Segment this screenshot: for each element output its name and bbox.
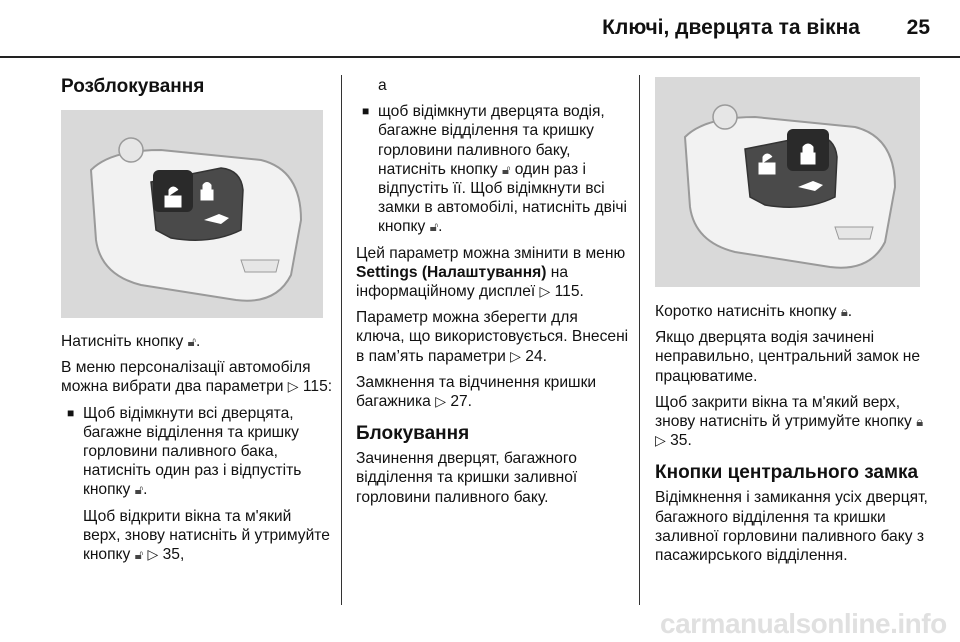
- unlock-icon: 🔓︎: [134, 547, 144, 563]
- page-reference: 35,: [162, 546, 185, 564]
- text: Щоб відкрити вікна та м'який верх, знову натисніть й утримуйте кнопку: [83, 507, 330, 564]
- paragraph: [356, 308, 630, 366]
- section-heading-unlocking: Розблокування: [61, 76, 205, 97]
- reference-arrow-icon: ▷: [510, 347, 521, 364]
- text: Параметр можна зберегти для ключа, що використовується. Внесені в пам’ять параметри: [356, 309, 629, 365]
- reference-arrow-icon: ▷: [539, 283, 551, 300]
- paragraph: [61, 507, 333, 565]
- text: .: [143, 481, 148, 499]
- header-rule: [0, 56, 960, 58]
- page-reference: 115.: [554, 283, 584, 301]
- unlock-icon: 🔓︎: [187, 334, 197, 349]
- paragraph: [61, 358, 333, 396]
- text: на інформаційному дисплеї: [356, 263, 569, 301]
- text: .: [847, 303, 853, 320]
- paragraph: [61, 332, 333, 351]
- paragraph: [356, 244, 630, 302]
- page-header-title: Ключі, дверцята та вікна: [602, 16, 860, 39]
- reference-arrow-icon: ▷: [655, 432, 666, 449]
- column-divider: [639, 75, 640, 605]
- reference-arrow-icon: ▷: [435, 393, 446, 410]
- paragraph: [356, 373, 630, 411]
- column-3-body: [655, 302, 930, 572]
- watermark: carmanualsonline.info: [660, 608, 947, 639]
- paragraph: Відімкнення і замикання усіх дверцят, багажного відділення та кришки заливної горловини паливного баку з пасажирського відділення.: [655, 489, 928, 565]
- bullet-square-icon: ■: [67, 405, 75, 420]
- column-1: [61, 76, 329, 102]
- text: Цей параметр можна змінити в меню: [356, 244, 626, 262]
- column-2: [356, 76, 630, 514]
- page-reference: 115:: [302, 378, 333, 396]
- page-number: 25: [906, 16, 930, 39]
- text: один раз і відпустіть її. Щоб відімкнути всі замки в автомобілі, натисніть двічі кнопку: [378, 160, 627, 236]
- column-1-body: [61, 332, 333, 571]
- section-heading-locking: Блокування: [356, 423, 470, 445]
- menu-path: Settings (Налаштування): [356, 263, 547, 281]
- key-illustration-lock: [655, 77, 920, 287]
- bullet-item: [356, 102, 630, 236]
- unlock-icon: 🔓︎: [501, 161, 511, 177]
- text: Натисніть кнопку: [61, 333, 188, 350]
- paragraph: [655, 393, 930, 451]
- paragraph: Якщо дверцята водія зачинені неправильно, центральний замок не працюватиме.: [655, 329, 921, 385]
- bullet-square-icon: ■: [362, 104, 370, 119]
- text: щоб відімкнути дверцята водія, багажне відділення та кришку горловини паливного баку, натисніть кнопку: [378, 103, 605, 178]
- page-reference: 24.: [525, 347, 547, 365]
- key-fob-unlock-drawing: [61, 110, 323, 318]
- text: Щоб відімкнути всі дверцята, багажне відділення та кришку горловини паливного бака, натисніть один раз і відпустіть кнопку: [83, 404, 302, 499]
- text: .: [196, 333, 201, 350]
- lock-icon: 🔒︎: [916, 414, 924, 430]
- key-illustration-unlock: [61, 110, 323, 318]
- lock-icon: [801, 144, 815, 164]
- page-reference: 27.: [450, 393, 472, 411]
- key-fob-lock-drawing: [655, 77, 920, 287]
- paragraph: [655, 302, 930, 321]
- reference-arrow-icon: ▷: [147, 546, 159, 563]
- column-divider: [341, 75, 342, 605]
- paragraph: а: [378, 77, 387, 94]
- lock-icon: [201, 183, 213, 201]
- reference-arrow-icon: ▷: [287, 378, 299, 395]
- text: .: [438, 218, 443, 236]
- section-heading-central-lock-buttons: Кнопки центрального замка: [655, 462, 919, 484]
- paragraph: Зачинення дверцят, багажного відділення та кришки заливної горловини паливного баку.: [356, 450, 578, 506]
- unlock-icon: 🔓︎: [134, 482, 144, 498]
- lock-icon: 🔒︎: [840, 304, 848, 319]
- text: В меню персоналізації автомобіля можна вибрати два параметри: [61, 359, 311, 396]
- text: Коротко натисніть кнопку: [655, 303, 841, 320]
- text: Замкнення та відчинення кришки багажника: [356, 373, 597, 411]
- text: Щоб закрити вікна та м'який верх, знову натисніть й утримуйте кнопку: [655, 393, 917, 431]
- unlock-icon: 🔓︎: [429, 219, 439, 235]
- page-reference: 35.: [670, 432, 692, 450]
- bullet-item: [61, 404, 333, 500]
